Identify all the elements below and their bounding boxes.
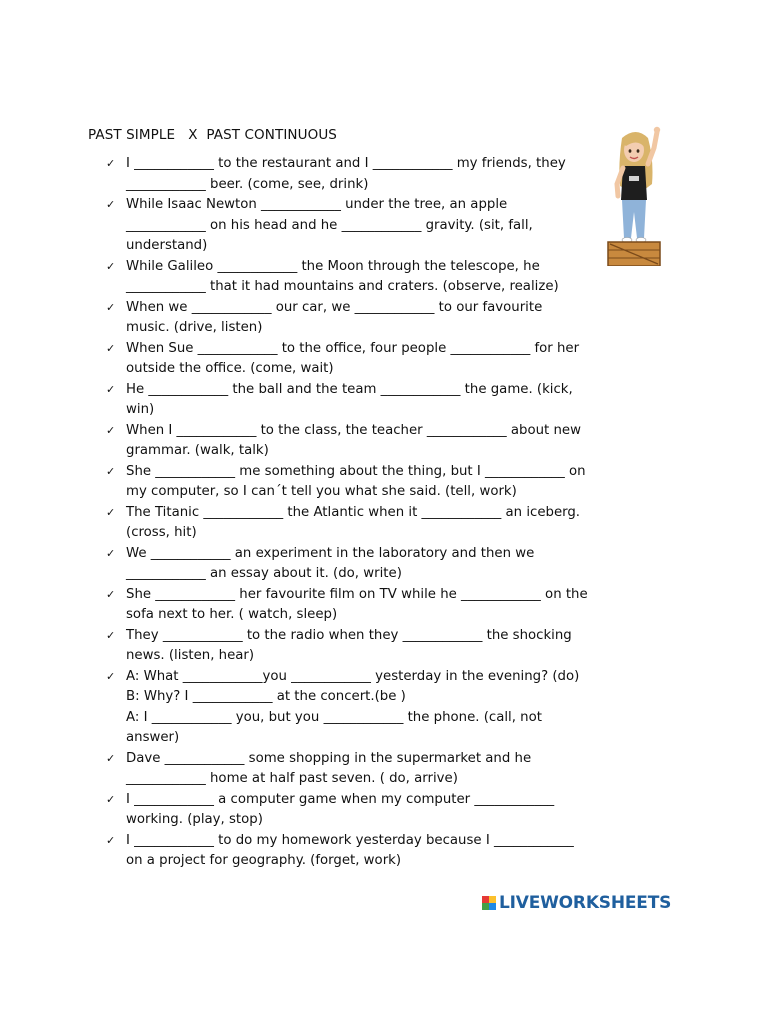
logo-text: LIVEWORKSHEETS: [499, 893, 672, 913]
exercise-line: I ____________ a computer game when my computer ____________: [126, 791, 555, 807]
exercise-line: When Sue ____________ to the office, four people ____________ for her: [126, 340, 580, 356]
exercise-line: I ____________ to the restaurant and I ____________ my friends, they: [126, 156, 566, 171]
logo-square-green: [482, 903, 489, 910]
checkmark-icon: ✓: [106, 751, 116, 765]
exercise-line: She ____________ me something about the thing, but I ____________ on: [126, 463, 586, 479]
exercise-line: (cross, hit): [126, 525, 197, 540]
exercise-line: When we ____________ our car, we ____________ to our favourite: [126, 299, 543, 315]
exercise-line: understand): [126, 238, 208, 253]
checkmark-icon: ✓: [106, 669, 116, 683]
exercise-item: [106, 257, 626, 298]
exercise-line: They ____________ to the radio when they ____________ the shocking: [126, 627, 572, 643]
exercise-line: B: Why? I ____________ at the concert.(be ): [126, 689, 406, 704]
exercise-item: [106, 667, 626, 749]
exercise-item: [106, 831, 626, 872]
exercise-line: sofa next to her. ( watch, sleep): [126, 607, 338, 622]
exercise-item: [106, 585, 626, 626]
exercise-item: [106, 195, 626, 257]
checkmark-icon: ✓: [106, 198, 116, 211]
exercise-line: answer): [126, 730, 180, 745]
checkmark-icon: ✓: [106, 464, 116, 478]
exercise-item: [106, 380, 626, 421]
logo-square-yellow: [489, 896, 496, 903]
exercise-item: [106, 421, 626, 462]
exercise-line: ____________ home at half past seven. ( do, arrive): [126, 771, 458, 786]
exercise-line: outside the office. (come, wait): [126, 361, 334, 376]
exercise-line: my computer, so I can´t tell you what she said. (tell, work): [126, 484, 517, 499]
exercise-item: [106, 298, 626, 339]
checkmark-icon: ✓: [106, 382, 116, 396]
checkmark-icon: ✓: [106, 300, 116, 314]
checkmark-icon: ✓: [106, 157, 116, 170]
exercise-line: news. (listen, hear): [126, 648, 255, 663]
logo-square-red: [482, 896, 489, 903]
checkmark-icon: ✓: [106, 587, 116, 601]
exercise-line: We ____________ an experiment in the laboratory and then we: [126, 545, 535, 561]
exercise-item: [106, 339, 626, 380]
exercise-line: ____________ on his head and he ____________ gravity. (sit, fall,: [126, 217, 533, 233]
exercise-item: [106, 749, 626, 790]
exercise-item: [106, 626, 626, 667]
checkmark-icon: ✓: [106, 259, 116, 273]
checkmark-icon: ✓: [106, 628, 116, 642]
exercise-line: When I ____________ to the class, the teacher ____________ about new: [126, 422, 581, 438]
worksheet-title: PAST SIMPLE X PAST CONTINUOUS: [88, 127, 337, 143]
exercise-item: [106, 503, 626, 544]
exercise-line: working. (play, stop): [126, 812, 263, 827]
exercise-line: ____________ beer. (come, see, drink): [126, 176, 369, 192]
exercise-item: [106, 462, 626, 503]
checkmark-icon: ✓: [106, 546, 116, 560]
liveworksheets-logo: [482, 892, 671, 914]
exercise-line: A: What ____________you ____________ yesterday in the evening? (do): [126, 668, 580, 684]
checkmark-icon: ✓: [106, 833, 116, 847]
exercise-line: win): [126, 402, 155, 417]
exercise-line: on a project for geography. (forget, work): [126, 853, 402, 868]
exercise-item: [106, 154, 626, 195]
exercise-list: [106, 154, 626, 872]
exercise-item: [106, 790, 626, 831]
logo-mark-icon: [482, 896, 496, 910]
exercise-line: He ____________ the ball and the team ____________ the game. (kick,: [126, 381, 573, 397]
exercise-line: music. (drive, listen): [126, 320, 263, 335]
exercise-line: ____________ an essay about it. (do, write): [126, 566, 402, 581]
logo-square-blue: [489, 903, 496, 910]
checkmark-icon: ✓: [106, 792, 116, 806]
exercise-line: The Titanic ____________ the Atlantic when it ____________ an iceberg.: [126, 504, 581, 520]
exercise-line: A: I ____________ you, but you ____________ the phone. (call, not: [126, 709, 542, 725]
checkmark-icon: ✓: [106, 505, 116, 519]
exercise-line: I ____________ to do my homework yesterday because I ____________: [126, 832, 574, 848]
exercise-line: ____________ that it had mountains and craters. (observe, realize): [126, 279, 559, 294]
exercise-line: While Galileo ____________ the Moon through the telescope, he: [126, 258, 540, 274]
exercise-line: Dave ____________ some shopping in the supermarket and he: [126, 750, 532, 766]
exercise-line: grammar. (walk, talk): [126, 443, 269, 458]
exercise-line: While Isaac Newton ____________ under the tree, an apple: [126, 197, 508, 212]
checkmark-icon: ✓: [106, 341, 116, 355]
exercise-line: She ____________ her favourite film on TV while he ____________ on the: [126, 586, 588, 602]
exercise-item: [106, 544, 626, 585]
checkmark-icon: ✓: [106, 423, 116, 437]
